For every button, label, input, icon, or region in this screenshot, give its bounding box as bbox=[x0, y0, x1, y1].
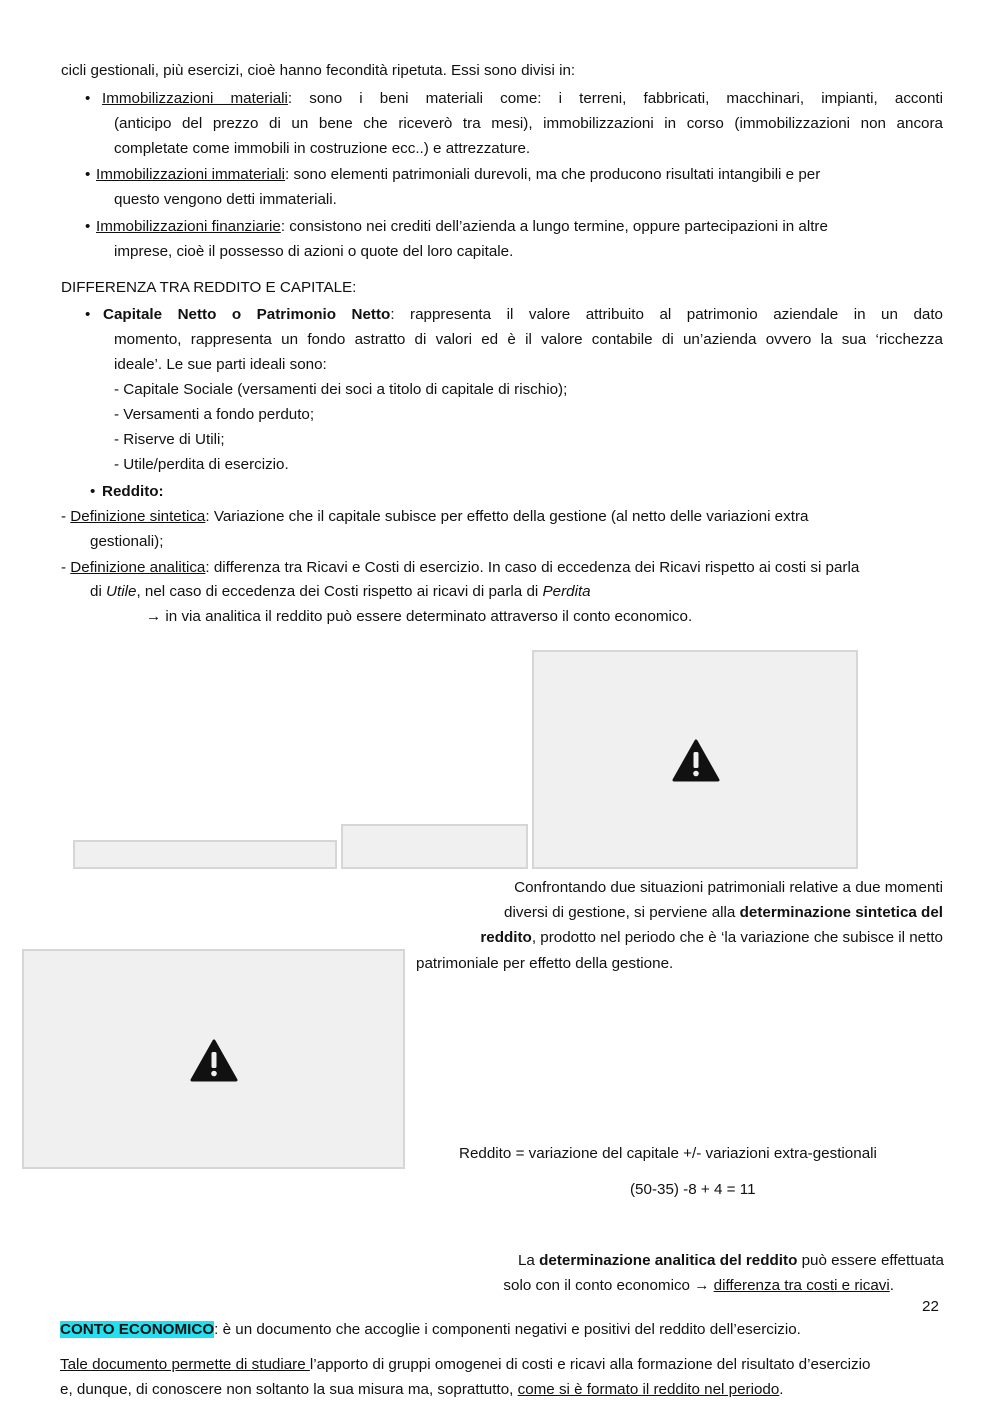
confronto-line3 bbox=[480, 925, 943, 950]
warning-icon bbox=[190, 1039, 238, 1083]
conto-underline: come si è formato il reddito nel periodo bbox=[517, 1381, 780, 1398]
utile-term: Utile bbox=[106, 583, 137, 600]
reddito-term: Reddito: bbox=[102, 483, 164, 500]
bullet: • bbox=[85, 90, 91, 107]
conto-line2 bbox=[60, 1352, 870, 1377]
confronto-line1: Confrontando due situazioni patrimoniali relative a due momenti bbox=[514, 879, 943, 896]
capitale-part: - Utile/perdita di esercizio. bbox=[114, 456, 289, 473]
bullet: • bbox=[85, 306, 91, 323]
conto-text: : è un documento che accoglie i componenti negativi e positivi del reddito dell’esercizio. bbox=[214, 1321, 801, 1338]
conto-term: CONTO ECONOMICO bbox=[60, 1321, 215, 1338]
analitica-text: in via analitica il reddito può essere determinato attraverso il conto economico. bbox=[161, 608, 693, 625]
capitale-line1 bbox=[103, 302, 943, 327]
analitica-line2 bbox=[90, 579, 591, 604]
immob-finanziarie-text: : consistono nei crediti dell’azienda a lungo termine, oppure partecipazioni in altre bbox=[280, 218, 828, 235]
immob-materiali-line3: completate come immobili in costruzione ecc..) e attrezzature. bbox=[114, 140, 531, 157]
capitale-term: Capitale Netto o Patrimonio Netto bbox=[103, 306, 391, 323]
conto-text: l’apporto di gruppi omogenei di costi e ricavi alla formazione del risultato d’esercizio bbox=[309, 1356, 871, 1373]
conto-line3 bbox=[60, 1377, 784, 1402]
conto-underline: Tale documento permette di studiare bbox=[60, 1356, 310, 1373]
formula-calc: (50-35) -8 + 4 = 11 bbox=[630, 1181, 756, 1198]
analitica-det-bold: determinazione analitica del reddito bbox=[539, 1252, 798, 1269]
immob-materiali-line2: (anticipo del prezzo di un bene che riceverò tra mesi), immobilizzazioni in corso (immobilizzazioni non ancora bbox=[114, 115, 943, 132]
analitica-text: : differenza tra Ricavi e Costi di esercizio. In caso di eccedenza dei Ricavi rispetto ai costi si parla bbox=[205, 559, 860, 576]
conto-text: e, dunque, di conoscere non soltanto la sua misura ma, soprattutto, bbox=[60, 1381, 518, 1398]
capitale-part: - Riserve di Utili; bbox=[114, 431, 225, 448]
confronto-bold: reddito bbox=[480, 929, 532, 946]
analitica-term: Definizione analitica bbox=[70, 559, 206, 576]
section-heading: DIFFERENZA TRA REDDITO E CAPITALE: bbox=[61, 279, 357, 296]
image-placeholder bbox=[73, 840, 337, 869]
perdita-term: Perdita bbox=[542, 583, 591, 600]
warning-icon bbox=[672, 739, 720, 783]
dash: - bbox=[61, 508, 67, 525]
immob-finanziarie-term: Immobilizzazioni finanziarie bbox=[96, 218, 281, 235]
page-number: 22 bbox=[922, 1298, 939, 1315]
analitica-text: di bbox=[90, 583, 107, 600]
bullet: • bbox=[85, 218, 91, 235]
analitica-det-line2 bbox=[503, 1273, 894, 1298]
image-placeholder bbox=[341, 824, 528, 869]
confronto-text: , prodotto nel periodo che è ‘la variazione che subisce il netto bbox=[531, 929, 943, 946]
analitica-line3 bbox=[146, 604, 692, 629]
analitica-det-text: può essere effettuata bbox=[797, 1252, 944, 1269]
capitale-part: - Capitale Sociale (versamenti dei soci a titolo di capitale di rischio); bbox=[114, 381, 568, 398]
immob-materiali-text: : sono i beni materiali come: i terreni, fabbricati, macchinari, impianti, acconti bbox=[287, 90, 943, 107]
arrow-right-icon: → bbox=[146, 608, 162, 625]
analitica-text: , nel caso di eccedenza dei Costi rispetto ai ricavi di parla di bbox=[136, 583, 543, 600]
bullet: • bbox=[85, 166, 91, 183]
capitale-line2: momento, rappresenta un fondo astratto di valori ed è il valore contabile di un’azienda ovvero la sua ‘ricchezza bbox=[114, 331, 943, 348]
arrow-right-icon: → bbox=[694, 1277, 710, 1294]
formula-line: Reddito = variazione del capitale +/- variazioni extra-gestionali bbox=[459, 1145, 877, 1162]
analitica-det-text: . bbox=[889, 1277, 894, 1294]
immob-immateriali-text: : sono elementi patrimoniali durevoli, ma che producono risultati intangibili e per bbox=[285, 166, 821, 183]
confronto-line4: patrimoniale per effetto della gestione. bbox=[416, 955, 674, 972]
immob-finanziarie-line2: imprese, cioè il possesso di azioni o quote del loro capitale. bbox=[114, 243, 514, 260]
confronto-bold: determinazione sintetica del bbox=[739, 904, 943, 921]
analitica-det-text: La bbox=[517, 1252, 540, 1269]
capitale-text: : rappresenta il valore attribuito al patrimonio aziendale in un dato bbox=[390, 306, 944, 323]
sintetica-line1 bbox=[61, 504, 808, 529]
immob-immateriali-line2: questo vengono detti immateriali. bbox=[114, 191, 337, 208]
capitale-part: - Versamenti a fondo perduto; bbox=[114, 406, 315, 423]
confronto-text: diversi di gestione, si perviene alla bbox=[504, 904, 740, 921]
conto-line1 bbox=[60, 1317, 801, 1342]
capitale-line3: ideale’. Le sue parti ideali sono: bbox=[114, 356, 327, 373]
intro-line: cicli gestionali, più esercizi, cioè hanno fecondità ripetuta. Essi sono divisi in: bbox=[61, 62, 576, 79]
image-placeholder bbox=[532, 650, 858, 869]
immob-materiali-line1 bbox=[102, 86, 943, 111]
immob-immateriali-line1 bbox=[96, 162, 820, 187]
immob-immateriali-term: Immobilizzazioni immateriali bbox=[96, 166, 286, 183]
immob-finanziarie-line1 bbox=[96, 214, 828, 239]
dash: - bbox=[61, 559, 67, 576]
analitica-det-line1 bbox=[518, 1248, 944, 1273]
immob-materiali-term: Immobilizzazioni materiali bbox=[102, 90, 288, 107]
sintetica-line2: gestionali); bbox=[90, 533, 164, 550]
analitica-det-underline: differenza tra costi e ricavi bbox=[713, 1277, 890, 1294]
analitica-det-text: solo con il conto economico bbox=[503, 1277, 695, 1294]
bullet: • bbox=[90, 483, 96, 500]
confronto-line2 bbox=[504, 900, 943, 925]
analitica-line1 bbox=[61, 555, 859, 580]
sintetica-text: : Variazione che il capitale subisce per effetto della gestione (al netto delle variazioni extra bbox=[205, 508, 809, 525]
sintetica-term: Definizione sintetica bbox=[70, 508, 206, 525]
image-placeholder bbox=[22, 949, 405, 1169]
conto-text: . bbox=[779, 1381, 784, 1398]
